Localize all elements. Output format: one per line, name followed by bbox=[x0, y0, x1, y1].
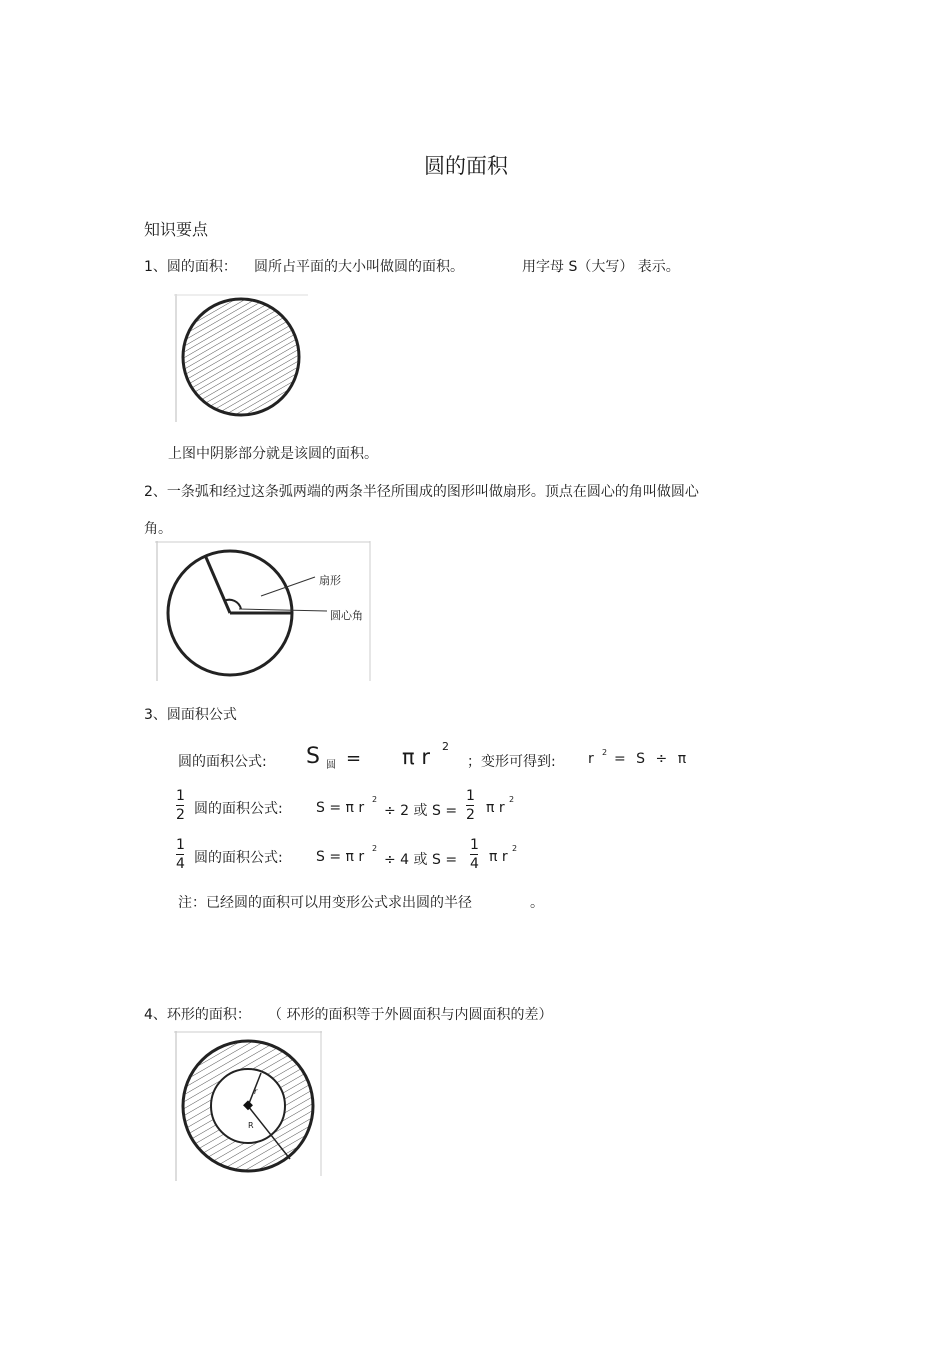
fraction-bar bbox=[466, 805, 474, 806]
section-heading: 知识要点 bbox=[144, 220, 209, 239]
item3-label: 3、圆面积公式 bbox=[144, 707, 237, 723]
formula-S: S bbox=[306, 744, 320, 769]
formula-equals: = bbox=[346, 748, 362, 769]
half-formula-a: S = π r bbox=[316, 800, 365, 816]
formula-S-subscript: 圆 bbox=[326, 760, 336, 771]
half-pi-r: π r bbox=[486, 800, 505, 816]
formula-pi-r: π r bbox=[402, 745, 430, 769]
sector-label: 扇形 bbox=[319, 574, 341, 587]
quarter-numerator: 1 bbox=[176, 837, 185, 853]
half-fraction-2 bbox=[466, 788, 475, 823]
half-formula-exp: 2 bbox=[372, 795, 378, 804]
half-denominator: 2 bbox=[176, 807, 185, 823]
page-title: 圆的面积 bbox=[424, 154, 508, 178]
item1-definition: 圆所占平面的大小叫做圆的面积。 bbox=[254, 259, 464, 275]
formula-square: 2 bbox=[442, 740, 449, 753]
half-label: 圆的面积公式: bbox=[194, 801, 283, 817]
item1-symbol-note: 用字母 S（大写） 表示。 bbox=[522, 259, 680, 275]
quarter-pi-r: π r bbox=[489, 849, 508, 865]
quarter-formula-a: S = π r bbox=[316, 849, 365, 865]
quarter-numerator-2: 1 bbox=[470, 837, 479, 853]
radius-note: 注：已经圆的面积可以用变形公式求出圆的半径 bbox=[178, 895, 472, 911]
quarter-denominator-2: 4 bbox=[470, 856, 479, 872]
central-angle-label: 圆心角 bbox=[330, 609, 363, 622]
inner-radius-label: r bbox=[254, 1087, 258, 1096]
half-numerator: 1 bbox=[176, 788, 185, 804]
item4-label: 4、环形的面积： bbox=[144, 1007, 251, 1023]
fraction-bar bbox=[470, 854, 478, 855]
r-squared-rhs: = S ÷ π bbox=[614, 751, 687, 767]
ring-figure bbox=[174, 1031, 324, 1181]
quarter-formula-b: ÷ 4 或 S = bbox=[384, 852, 458, 868]
fraction-bar bbox=[176, 805, 184, 806]
r-squared-exp: 2 bbox=[602, 748, 608, 757]
quarter-label: 圆的面积公式: bbox=[194, 850, 283, 866]
item2-line1: 2、一条弧和经过这条弧两端的两条半径所围成的图形叫做扇形。顶点在圆心的角叫做圆心 bbox=[144, 484, 699, 500]
quarter-pi-r-exp: 2 bbox=[512, 844, 518, 853]
fraction-bar bbox=[176, 854, 184, 855]
quarter-fraction-2 bbox=[470, 837, 479, 872]
half-denominator-2: 2 bbox=[466, 807, 475, 823]
half-formula-b: ÷ 2 或 S = bbox=[384, 803, 458, 819]
item4-note: （ 环形的面积等于外圆面积与内圆面积的差） bbox=[268, 1007, 553, 1023]
half-fraction bbox=[176, 788, 185, 823]
radius-note-end: 。 bbox=[530, 895, 544, 911]
transform-label: ；变形可得到: bbox=[467, 754, 556, 770]
outer-radius-label: R bbox=[248, 1121, 254, 1130]
half-numerator-2: 1 bbox=[466, 788, 475, 804]
item1-label: 1、圆的面积： bbox=[144, 259, 237, 275]
quarter-denominator: 4 bbox=[176, 856, 185, 872]
item2-line2: 角。 bbox=[144, 521, 172, 537]
formula-label: 圆的面积公式: bbox=[178, 754, 267, 770]
item1-caption: 上图中阴影部分就是该圆的面积。 bbox=[168, 446, 378, 462]
r-squared-r: r bbox=[588, 751, 594, 767]
shaded-circle-figure bbox=[174, 294, 308, 422]
half-pi-r-exp: 2 bbox=[509, 795, 515, 804]
quarter-formula-exp: 2 bbox=[372, 844, 378, 853]
quarter-fraction bbox=[176, 837, 185, 872]
